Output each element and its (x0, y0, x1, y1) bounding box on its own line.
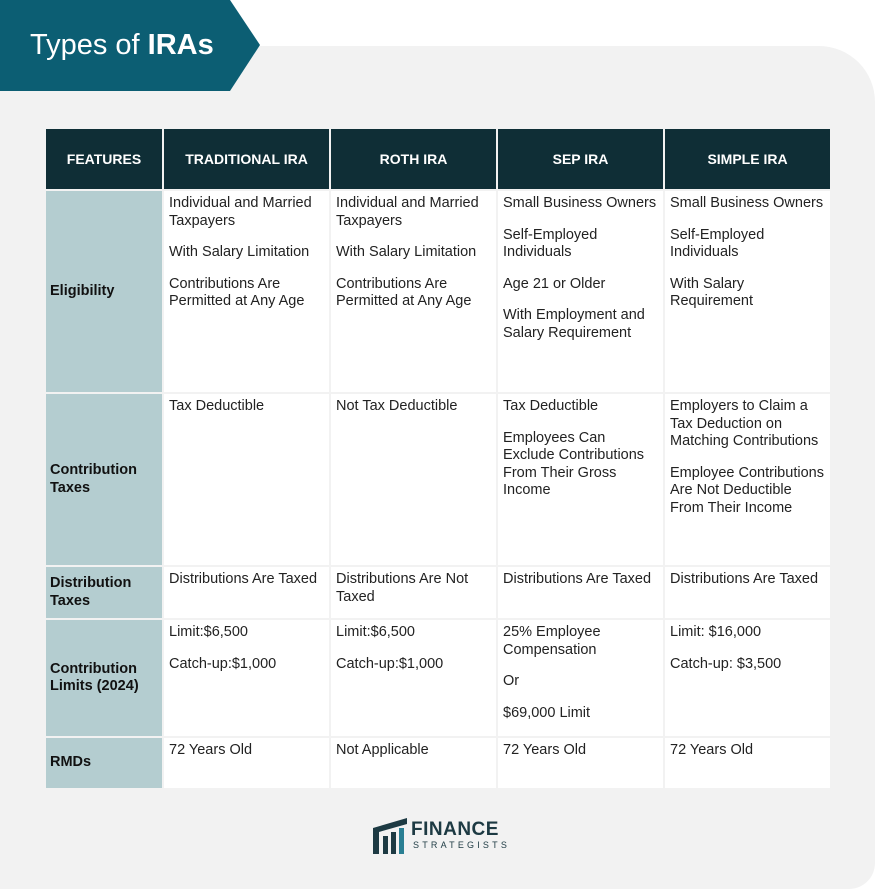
header-row (45, 128, 831, 190)
cell-text: Distributions Are Taxed (670, 571, 819, 587)
logo-mark-icon (373, 818, 407, 854)
logo-brand-text: FINANCE (411, 819, 499, 840)
cell-contribution-limits-simple-ira (664, 619, 831, 737)
table-row-distribution-taxes (45, 566, 831, 619)
feature-label-rmds: RMDs (45, 737, 163, 789)
cell-text: Not Tax Deductible (336, 398, 458, 414)
header-features: FEATURES (45, 128, 163, 190)
header-traditional-ira: TRADITIONAL IRA (163, 128, 330, 190)
table-body (45, 190, 831, 789)
cell-contribution-limits-sep-ira (497, 619, 664, 737)
title-emphasis: IRAs (147, 29, 214, 61)
feature-label-contribution-taxes: Contribution Taxes (45, 393, 163, 566)
cell-text: 72 Years Old (670, 742, 754, 758)
title-prefix: Types of (30, 29, 148, 61)
cell-rmds-roth-ira (330, 737, 497, 789)
feature-label-eligibility: Eligibility (45, 190, 163, 393)
cell-text: Distributions Are Taxed (503, 571, 652, 587)
page-title (30, 26, 214, 64)
cell-text: Age 21 or Older (503, 275, 606, 292)
cell-text: Tax Deductible (169, 398, 265, 414)
logo-tagline-text: STRATEGISTS (413, 840, 511, 850)
table-row-rmds (45, 737, 831, 789)
cell-contribution-taxes-sep-ira (497, 393, 664, 566)
cell-text: 72 Years Old (169, 742, 253, 758)
header-roth-ira: ROTH IRA (330, 128, 497, 190)
cell-text: Contributions Are Permitted at Any Age (336, 275, 472, 309)
feature-label-distribution-taxes: Distribution Taxes (45, 566, 163, 619)
cell-text: 25% Employee Compensation (503, 624, 601, 658)
cell-text: Employees Can Exclude Contributions From Their Gross Income (503, 429, 645, 498)
cell-text: With Salary Limitation (336, 244, 477, 260)
cell-text: Catch-up:$1,000 (169, 655, 277, 672)
cell-text: With Salary Limitation (169, 244, 310, 260)
header-sep-ira: SEP IRA (497, 128, 664, 190)
cell-eligibility-roth-ira (330, 190, 497, 393)
cell-distribution-taxes-traditional-ira (163, 566, 330, 619)
cell-text: Limit: $16,000 (670, 624, 762, 640)
cell-contribution-limits-traditional-ira (163, 619, 330, 737)
ira-comparison-table (44, 127, 832, 790)
cell-rmds-sep-ira (497, 737, 664, 789)
cell-text: With Salary Requirement (670, 275, 754, 309)
cell-text: Employers to Claim a Tax Deduction on Matching Contributions (670, 398, 819, 449)
cell-distribution-taxes-roth-ira (330, 566, 497, 619)
cell-text: Small Business Owners (670, 195, 824, 211)
cell-eligibility-sep-ira (497, 190, 664, 393)
table-row-eligibility (45, 190, 831, 393)
cell-distribution-taxes-sep-ira (497, 566, 664, 619)
cell-text: With Employment and Salary Requirement (503, 307, 645, 341)
cell-contribution-limits-roth-ira (330, 619, 497, 737)
cell-text: Distributions Are Not Taxed (336, 571, 469, 605)
cell-text: Contributions Are Permitted at Any Age (169, 275, 305, 309)
cell-text: Catch-up:$1,000 (336, 655, 444, 672)
cell-text: Catch-up: $3,500 (670, 655, 782, 672)
finance-strategists-logo (373, 818, 513, 854)
cell-eligibility-traditional-ira (163, 190, 330, 393)
cell-rmds-traditional-ira (163, 737, 330, 789)
cell-text: $69,000 Limit (503, 704, 591, 721)
cell-contribution-taxes-simple-ira (664, 393, 831, 566)
feature-label-contribution-limits: Contribution Limits (2024) (45, 619, 163, 737)
cell-text: Small Business Owners (503, 195, 657, 211)
cell-text: Employee Contributions Are Not Deductible From Their Income (670, 464, 824, 516)
cell-text: Self-Employed Individuals (670, 226, 765, 260)
cell-eligibility-simple-ira (664, 190, 831, 393)
cell-contribution-taxes-traditional-ira (163, 393, 330, 566)
cell-distribution-taxes-simple-ira (664, 566, 831, 619)
cell-contribution-taxes-roth-ira (330, 393, 497, 566)
table-row-contribution-limits (45, 619, 831, 737)
cell-text: Tax Deductible (503, 398, 599, 414)
cell-text: Or (503, 673, 520, 689)
cell-text: Not Applicable (336, 742, 429, 758)
cell-rmds-simple-ira (664, 737, 831, 789)
cell-text: Individual and Married Taxpayers (169, 195, 312, 229)
cell-text: Limit:$6,500 (169, 624, 248, 640)
cell-text: Distributions Are Taxed (169, 571, 318, 587)
header-simple-ira: SIMPLE IRA (664, 128, 831, 190)
cell-text: Individual and Married Taxpayers (336, 195, 479, 229)
cell-text: 72 Years Old (503, 742, 587, 758)
ira-comparison-table-container (44, 127, 832, 790)
cell-text: Limit:$6,500 (336, 624, 415, 640)
cell-text: Self-Employed Individuals (503, 226, 598, 260)
table-row-contribution-taxes (45, 393, 831, 566)
